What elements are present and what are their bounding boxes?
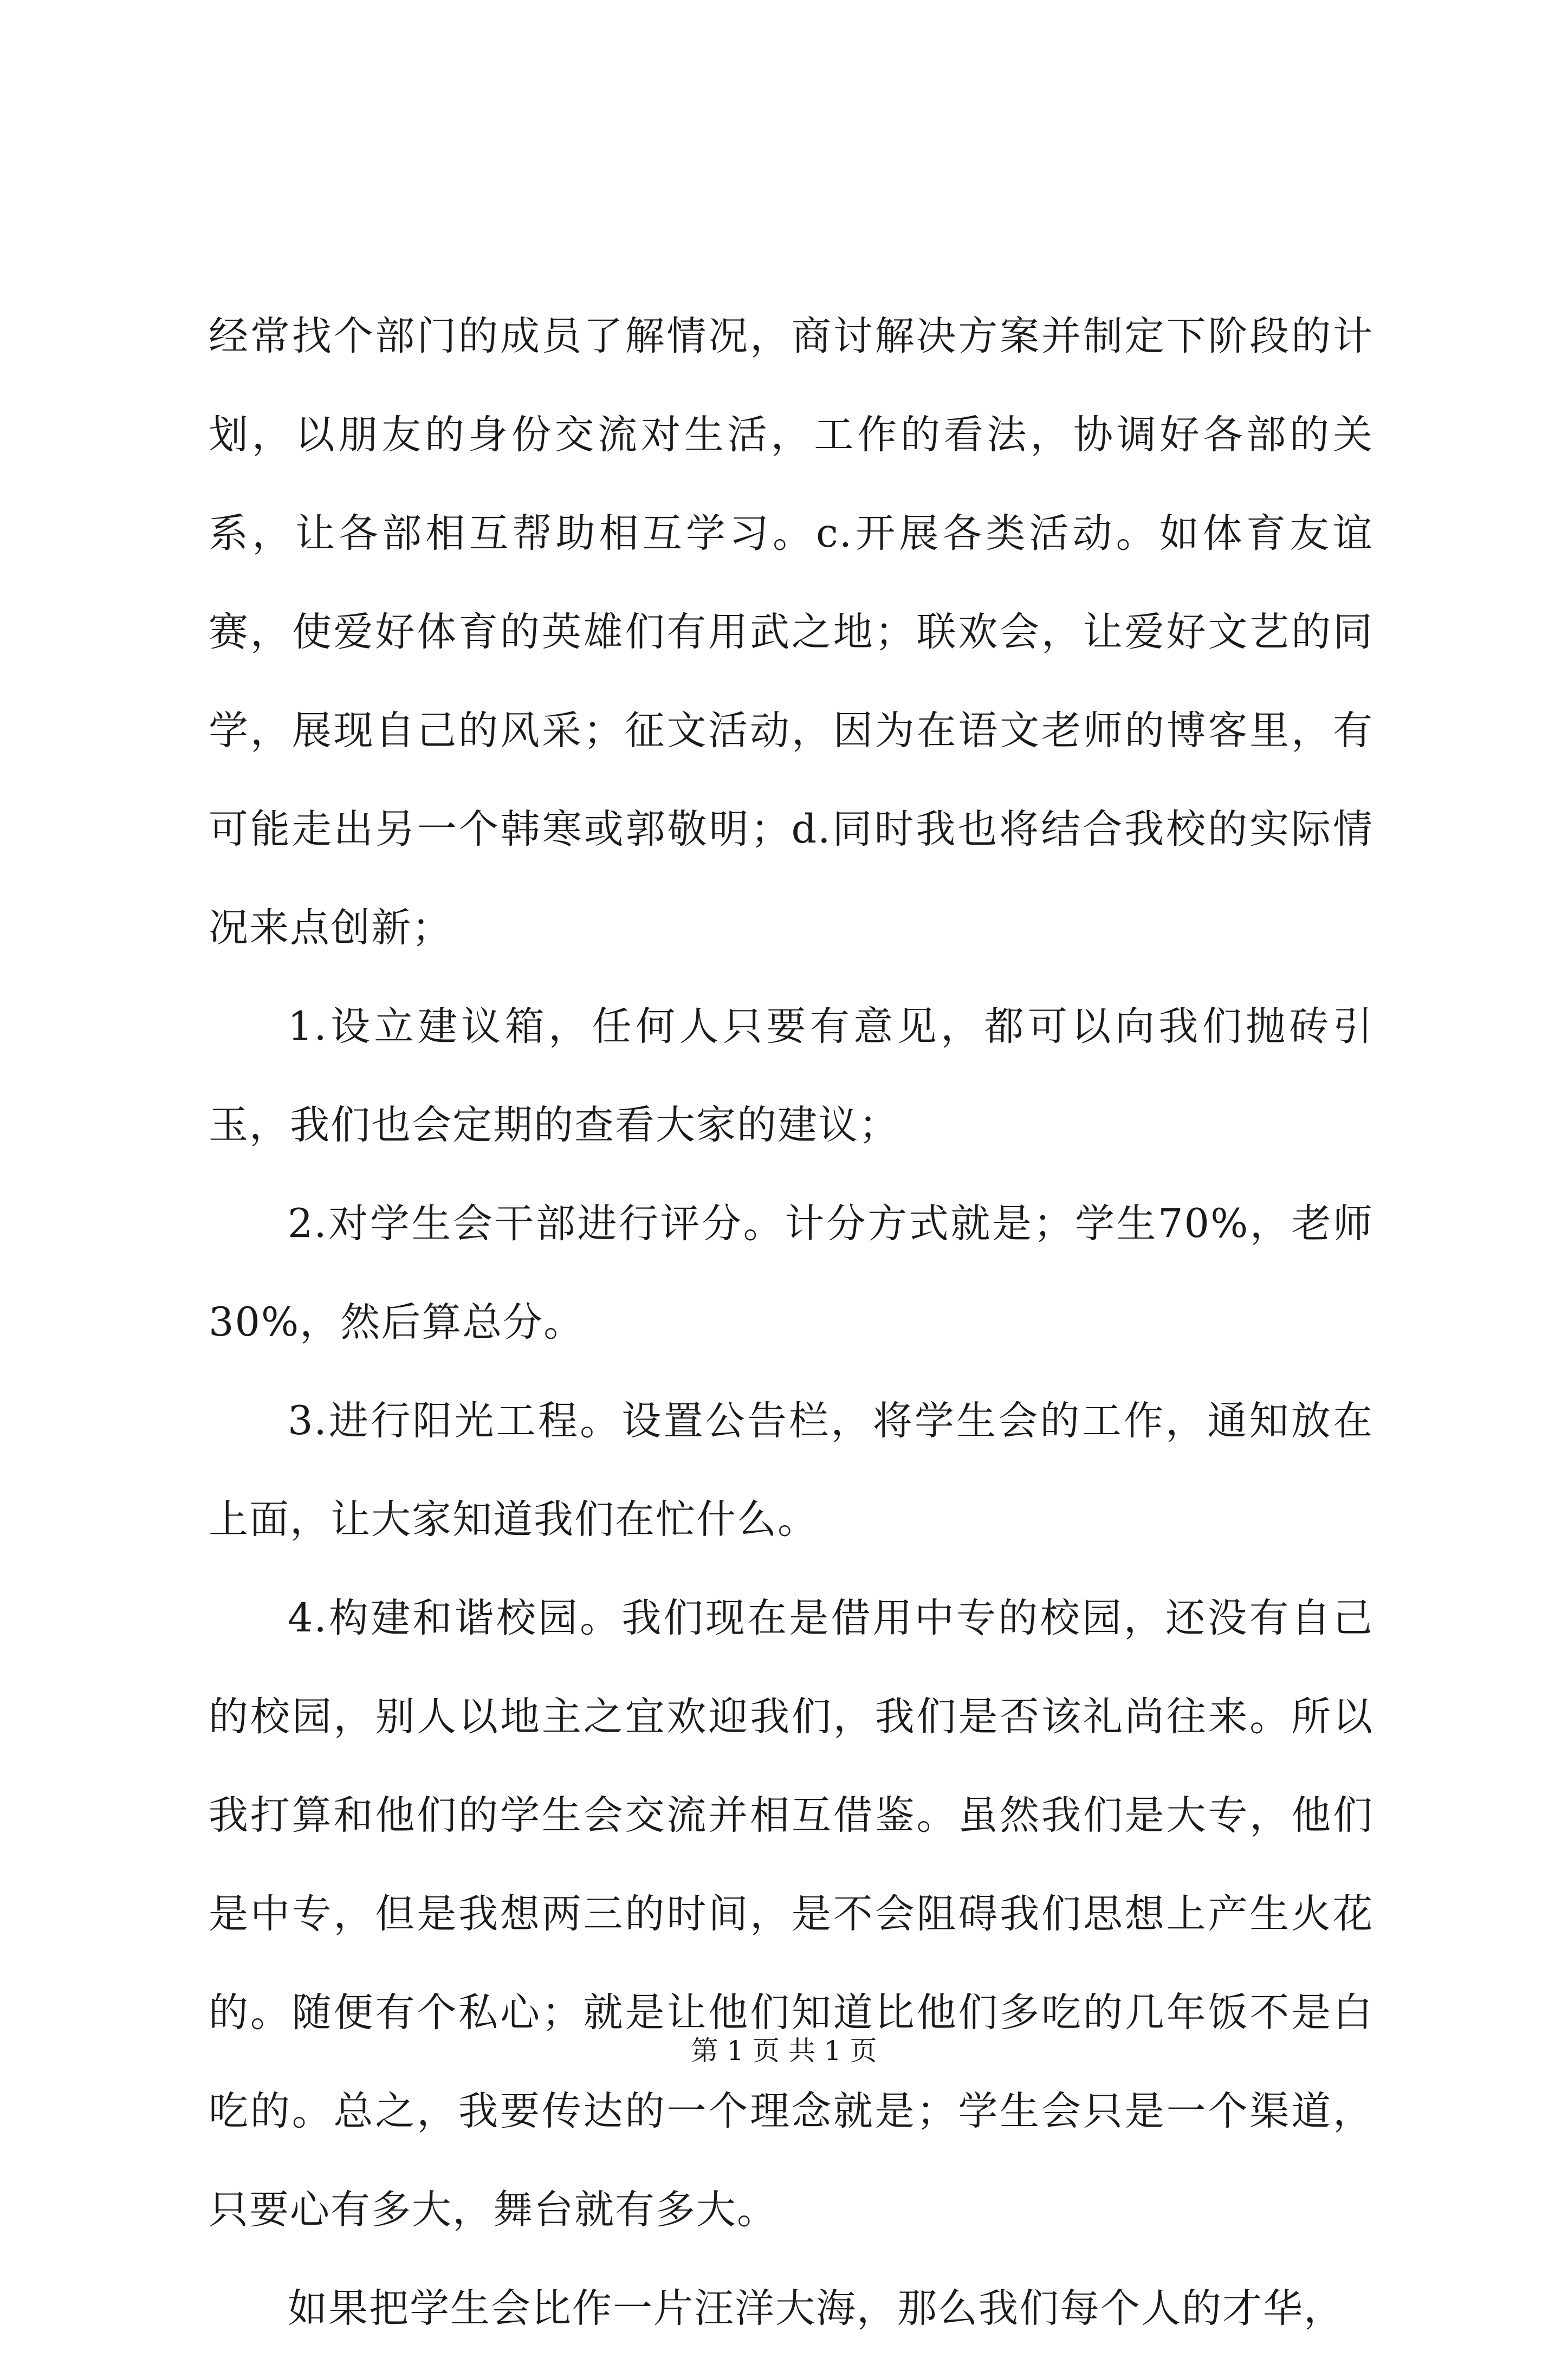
paragraph-item-3: 3.进行阳光工程。设置公告栏，将学生会的工作，通知放在上面，让大家知道我们在忙什么。 bbox=[209, 1398, 1373, 1543]
paragraph-closing: 如果把学生会比作一片汪洋大海，那么我们每个人的才华， bbox=[288, 2285, 1344, 2331]
paragraph-item-4: 4.构建和谐校园。我们现在是借用中专的校园，还没有自己的校园，别人以地主之宜欢迎我们，我们是否该礼尚往来。所以我打算和他们的学生会交流并相互借鉴。虽然我们是大专，他们是中专，但是我想两三的时间，是不会阻碍我们思想上产生火花的。随便有个私心；就是让他们知道比他们多吃的几年饭不是白吃的。总之，我要传达的一个理念就是；学生会只是一个渠道，只要心有多大，舞台就有多大。 bbox=[209, 1595, 1373, 2233]
paragraph-item-2: 2.对学生会干部进行评分。计分方式就是；学生70%，老师30%，然后算总分。 bbox=[209, 1201, 1373, 1345]
page-footer: 第 1 页 共 1 页 bbox=[691, 2035, 877, 2067]
paragraph-item-1: 1.设立建议箱，任何人只要有意见，都可以向我们抛砖引玉，我们也会定期的查看大家的建议； bbox=[209, 1003, 1373, 1148]
paragraph-continuation: 经常找个部门的成员了解情况，商讨解决方案并制定下阶段的计划，以朋友的身份交流对生活，工作的看法，协调好各部的关系，让各部相互帮助相互学习。c.开展各类活动。如体育友谊赛，使爱好体育的英雄们有用武之地；联欢会，让爱好文艺的同学，展现自己的风采；征文活动，因为在语文老师的博客里，有可能走出另一个韩寒或郭敬明；d.同时我也将结合我校的实际情况来点创新； bbox=[209, 313, 1373, 951]
